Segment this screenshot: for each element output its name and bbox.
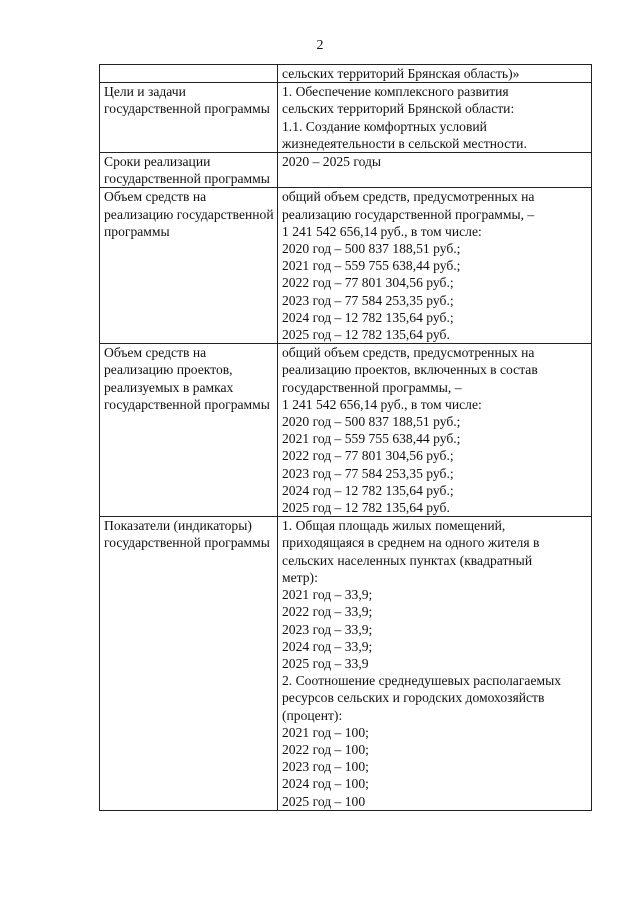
value-line: 2023 год – 77 584 253,35 руб.; <box>282 292 454 308</box>
value-line: 2. Соотношение среднедушевых располагаемых <box>282 673 562 689</box>
row-value-cell <box>278 65 592 83</box>
row-label-cell <box>100 65 278 83</box>
value-line: 1. Общая площадь жилых помещений, <box>282 518 506 534</box>
value-line: 2023 год – 77 584 253,35 руб.; <box>282 465 454 481</box>
value-line: 2022 год – 33,9; <box>282 604 373 620</box>
value-line: реализацию проектов, включенных в состав <box>282 362 538 378</box>
table-row <box>100 517 592 810</box>
value-line: 2021 год – 559 755 638,44 руб.; <box>282 431 461 447</box>
value-line: 2024 год – 33,9; <box>282 638 373 654</box>
row-label-cell <box>100 188 278 344</box>
value-line: 1 241 542 656,14 руб., в том числе: <box>282 223 482 239</box>
value-line: 2023 год – 100; <box>282 759 369 775</box>
value-line: 2024 год – 12 782 135,64 руб.; <box>282 309 454 325</box>
value-line: 2021 год – 559 755 638,44 руб.; <box>282 258 461 274</box>
value-line: 1.1. Создание комфортных условий <box>282 118 487 134</box>
value-line: реализацию государственной программы, – <box>282 206 535 222</box>
value-line: 2021 год – 100; <box>282 724 369 740</box>
row-label-cell <box>100 344 278 517</box>
row-label: Показатели (индикаторы) государственной программы <box>104 518 270 551</box>
value-line: приходящаяся в среднем на одного жителя в <box>282 535 540 551</box>
row-value-cell <box>278 517 592 810</box>
value-line: 2023 год – 33,9; <box>282 621 373 637</box>
value-line: общий объем средств, предусмотренных на <box>282 189 535 205</box>
value-line: 2022 год – 77 801 304,56 руб.; <box>282 448 454 464</box>
row-value-cell <box>278 153 592 188</box>
value-line: 2022 год – 77 801 304,56 руб.; <box>282 275 454 291</box>
page-number: 2 <box>316 38 324 53</box>
row-value-cell <box>278 188 592 344</box>
value-line: 2020 – 2025 годы <box>282 154 382 170</box>
table-row <box>100 83 592 153</box>
table-row <box>100 188 592 344</box>
row-value-cell <box>278 344 592 517</box>
value-line: 2024 год – 12 782 135,64 руб.; <box>282 482 454 498</box>
value-line: 2025 год – 33,9 <box>282 655 369 671</box>
value-line: 2022 год – 100; <box>282 741 369 757</box>
program-passport-table <box>99 64 592 811</box>
value-line: (процент): <box>282 707 343 723</box>
value-line: сельских территорий Брянская область)» <box>282 66 520 81</box>
value-line: 2025 год – 100 <box>282 793 366 809</box>
value-line: жизнедеятельности в сельской местности. <box>282 135 527 151</box>
value-line: метр): <box>282 569 318 585</box>
value-line: 2020 год – 500 837 188,51 руб.; <box>282 241 461 257</box>
row-label-cell <box>100 83 278 153</box>
row-label: Цели и задачи государственной программы <box>104 84 270 117</box>
value-line: общий объем средств, предусмотренных на <box>282 345 535 361</box>
row-label: Объем средств на реализацию проектов, реализуемых в рамках государственной программы <box>104 345 270 412</box>
table-row <box>100 344 592 517</box>
value-line: государственной программы, – <box>282 379 462 395</box>
value-line: 2025 год – 12 782 135,64 руб. <box>282 327 450 343</box>
value-line: 2024 год – 100; <box>282 776 369 792</box>
table-row <box>100 65 592 83</box>
value-line: сельских населенных пунктах (квадратный <box>282 552 533 568</box>
value-line: 2025 год – 12 782 135,64 руб. <box>282 500 450 516</box>
value-line: 2020 год – 500 837 188,51 руб.; <box>282 414 461 430</box>
value-line: ресурсов сельских и городских домохозяйств <box>282 690 545 706</box>
value-line: 1 241 542 656,14 руб., в том числе: <box>282 396 482 412</box>
value-line: 1. Обеспечение комплексного развития <box>282 84 509 100</box>
row-label-cell <box>100 153 278 188</box>
value-line: сельских территорий Брянской области: <box>282 101 515 117</box>
row-label: Сроки реализации государственной программы <box>104 154 270 187</box>
row-value-cell <box>278 83 592 153</box>
row-label: Объем средств на реализацию государственной программы <box>104 189 274 239</box>
table-body <box>100 65 592 811</box>
value-line: 2021 год – 33,9; <box>282 587 373 603</box>
row-label-cell <box>100 517 278 810</box>
table-row <box>100 153 592 188</box>
